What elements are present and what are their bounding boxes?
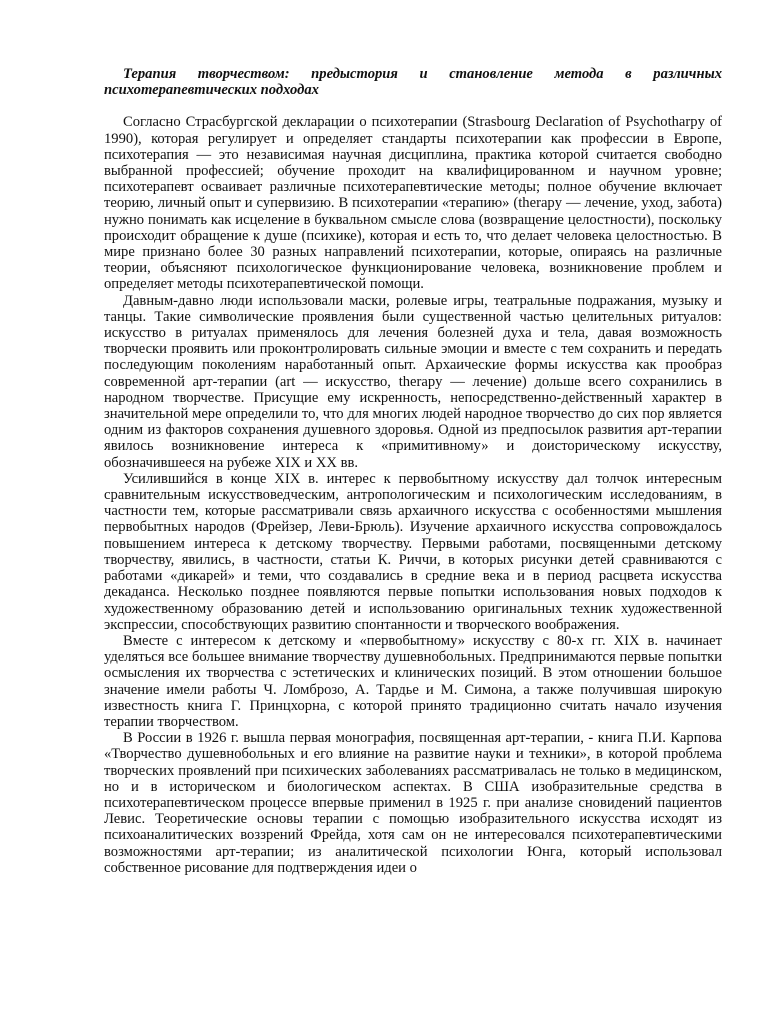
paragraph-1: Согласно Страсбургской декларации о психотерапии (Strasbourg Declaration of Psychotharpy of 1990), которая регулирует и определяет стандарты психотерапии как профессии в Европе, психотерапия — это независимая научная дисциплина, практика которой считается свободно выбранной профессией; обучение проходит на квалифицированном и научном уровне; психотерапевт осваивает различные психотерапевтические методы; полное обучение включает теорию, личный опыт и супервизию. В психотерапии «терапию» (therapy — лечение, уход, забота) нужно понимать как исцеление в буквальном смысле слова (возвращение целостности), поскольку происходит обращение к душе (психике), которая и есть то, что делает человека целостностью. В мире признано более 30 разных направлений психотерапии, которые, опираясь на различные теории, объясняют психологическое функционирование человека, возникновение проблем и определяет методы психотерапевтической помощи. bbox=[104, 114, 722, 293]
document-page bbox=[104, 66, 722, 876]
paragraph-2: Давным-давно люди использовали маски, ролевые игры, театральные подражания, музыку и танцы. Такие символические проявления были существенной частью целительных ритуалов: искусство в ритуалах применялось для лечения болезней духа и тела, давая возможность творчески проявить или проконтролировать сильные эмоции и вместе с тем сохранить и передать последующим поколениям наработанный опыт. Архаические формы искусства как прообраз современной арт-терапии (art — искусство, therapy — лечение) дольше всего сохранились в народном творчестве. Присущие ему искренность, непосредственно-действенный характер в значительной мере определили то, что для многих людей народное творчество до сих пор является одним из факторов сохранения душевного здоровья. Одной из предпосылок развития арт-терапии явилось возникновение интереса к «примитивному» и доисторическому искусству, обозначившееся на рубеже XIX и XX вв. bbox=[104, 292, 722, 471]
paragraph-4: Вместе с интересом к детскому и «первобытному» искусству с 80-х гг. XIX в. начинает уделяться все большее внимание творчеству душевнобольных. Предпринимаются первые попытки осмысления их творчества с эстетических и клинических позиций. В этом отношении большое значение имели работы Ч. Ломброзо, А. Тардье и М. Симона, а также получившая широкую известность книга Г. Принцхорна, с которой принято традиционно считать начало изучения терапии творчеством. bbox=[104, 632, 722, 730]
paragraph-5: В России в 1926 г. вышла первая монография, посвященная арт-терапии, - книга П.И. Карпова «Творчество душевнобольных и его влияние на развитие науки и техники», в которой проблема творческих проявлений при психических заболеваниях рассматривалась не только в медицинском, но и в историческом и биологическом аспектах. В США изобразительные средства в психотерапевтическом процессе впервые применил в 1925 г. при анализе сновидений пациентов Левис. Теоретические основы терапии с помощью изобразительного искусства исходят из психоаналитических воззрений Фрейда, хотя сам он не интересовался психотерапевтическими возможностями арт-терапии; из аналитической психологии Юнга, который использовал собственное рисование для подтверждения идеи о bbox=[104, 730, 722, 876]
paragraph-3: Усилившийся в конце XIX в. интерес к первобытному искусству дал толчок интересным сравнительным искусствоведческим, антропологическим и психологическим исследованиям, в частности тем, которые рассматривали связь архаичного искусства с особенностями мышления первобытных народов (Фрейзер, Леви-Брюль). Изучение архаичного искусства сопровождалось повышением интереса к детскому творчеству. Первыми работами, посвященными детскому творчеству, явились, в частности, статьи К. Риччи, в которых рисунки детей сравниваются с работами «дикарей» и теми, что создавались в средние века и в период расцвета искусства декаданса. Несколько позднее появляются первые попытки использования новых подходов к художественному образованию детей и использованию оригинальных техник художественной экспрессии, способствующих развитию спонтанности и творческого воображения. bbox=[104, 470, 722, 633]
document-title: Терапия творчеством: предыстория и становление метода в различных психотерапевтических подходах bbox=[104, 66, 722, 99]
